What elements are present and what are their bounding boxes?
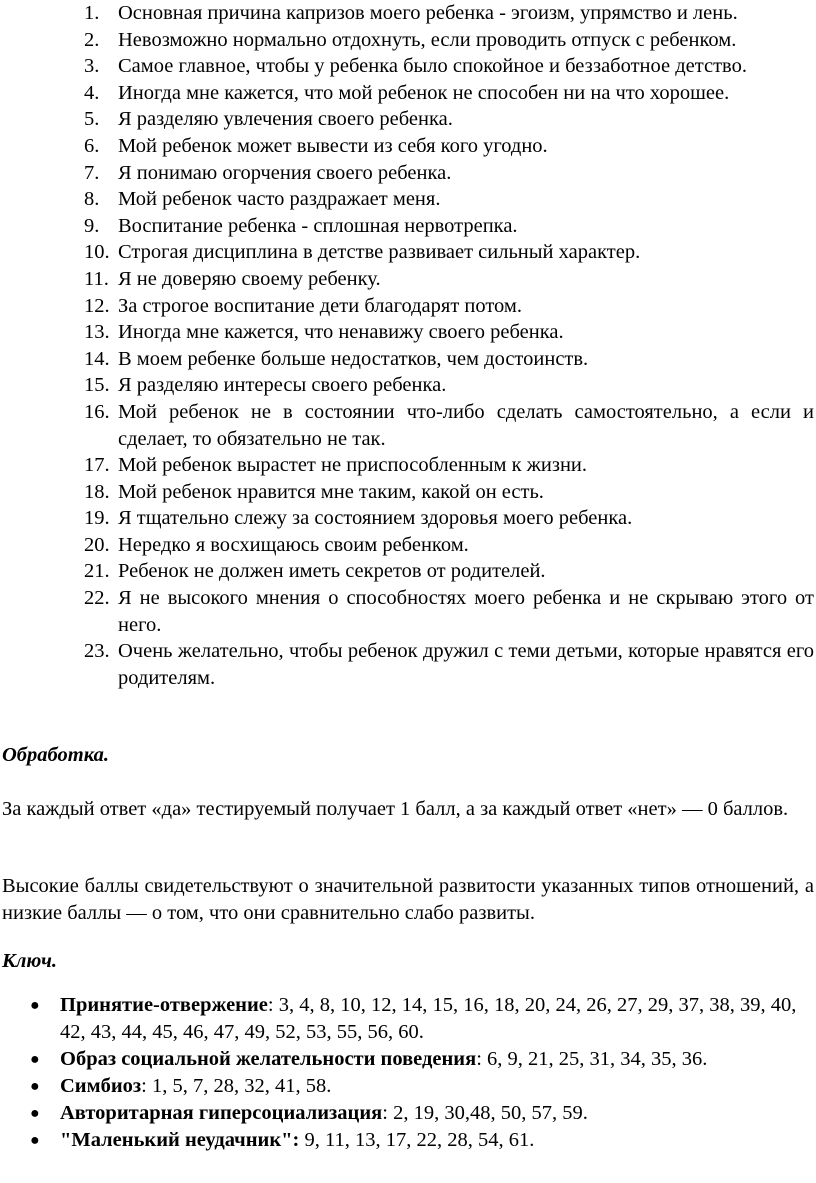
key-item <box>0 1073 816 1100</box>
list-item-text: Я тщательно слежу за состоянием здоровья моего ребенка. <box>118 507 633 530</box>
list-item <box>0 585 816 638</box>
bullet-icon: ● <box>30 1078 40 1095</box>
key-item-values: 9, 11, 13, 17, 22, 28, 54, 61. <box>299 1129 535 1151</box>
list-item <box>0 160 816 187</box>
key-list <box>0 992 816 1154</box>
key-item <box>0 1127 816 1154</box>
list-item-number: 7. <box>84 161 100 184</box>
bullet-icon: ● <box>30 1051 40 1068</box>
bullet-icon: ● <box>30 1132 40 1149</box>
list-item-number: 17. <box>84 454 110 477</box>
list-item-number: 9. <box>84 214 100 237</box>
list-item-text: Основная причина капризов моего ребенка - эгоизм, упрямство и лень. <box>118 2 738 24</box>
list-item <box>0 27 816 54</box>
list-item <box>0 505 816 532</box>
list-item-number: 2. <box>84 28 100 51</box>
list-item-text: В моем ребенке больше недостатков, чем достоинств. <box>118 347 589 370</box>
list-item-number: 10. <box>84 241 110 264</box>
key-item-values: 2, 19, 30,48, 50, 57, 59. <box>387 1102 588 1124</box>
list-item-text: За строгое воспитание дети благодарят потом. <box>118 294 523 317</box>
list-item-number: 11. <box>84 267 109 290</box>
list-item-number: 22. <box>84 587 110 610</box>
list-item <box>0 479 816 506</box>
list-item-number: 4. <box>84 81 100 104</box>
list-item <box>0 293 816 320</box>
key-item-label: Симбиоз <box>60 1075 142 1097</box>
list-item <box>0 532 816 559</box>
bullet-icon: ● <box>30 997 40 1014</box>
key-item-label: Принятие-отвержение <box>60 994 268 1016</box>
list-item-text: Мой ребенок может вывести из себя кого угодно. <box>118 134 548 157</box>
list-item-text: Очень желательно, чтобы ребенок дружил с теми детьми, которые нравятся его родителям. <box>118 640 814 689</box>
key-item-values: 3, 4, 8, 10, 12, 14, 15, 16, 18, 20, 24, 26, 27, 29, 37, 38, 39, 40, 42, 43, 44, 45, 46, 47, 49, 52, 53, 55, 56, 60. <box>60 994 797 1043</box>
list-item-number: 21. <box>84 560 110 583</box>
list-item-number: 19. <box>84 507 110 530</box>
list-item-text: Самое главное, чтобы у ребенка было спокойное и беззаботное детство. <box>118 55 747 78</box>
list-item <box>0 558 816 585</box>
list-item-number: 15. <box>84 374 110 397</box>
list-item <box>0 638 816 691</box>
list-item <box>0 80 816 107</box>
key-item-label: "Маленький неудачник": <box>60 1129 300 1151</box>
processing-paragraph-interpretation: Высокие баллы свидетельствуют о значительной развитости указанных типов отношений, а низкие баллы — о том, что они сравнительно слабо развиты. <box>2 875 814 924</box>
list-item <box>0 239 816 266</box>
list-item-number: 5. <box>84 108 100 131</box>
list-item <box>0 319 816 346</box>
list-item <box>0 266 816 293</box>
list-item-number: 6. <box>84 134 100 157</box>
list-item-text: Нередко я восхищаюсь своим ребенком. <box>118 533 469 556</box>
list-item-text: Ребенок не должен иметь секретов от родителей. <box>118 560 546 583</box>
list-item-number: 23. <box>84 640 110 663</box>
list-item-number: 18. <box>84 480 110 503</box>
list-item-text: Иногда мне кажется, что мой ребенок не способен ни на что хорошее. <box>118 81 730 104</box>
list-item <box>0 346 816 373</box>
list-item-text: Мой ребенок вырастет не приспособленным к жизни. <box>118 454 588 477</box>
list-item-text: Я разделяю увлечения своего ребенка. <box>118 108 453 131</box>
list-item-text: Я понимаю огорчения своего ребенка. <box>118 161 452 184</box>
list-item <box>0 186 816 213</box>
list-item-number: 13. <box>84 321 110 344</box>
key-item-separator: : <box>141 1075 147 1097</box>
list-item <box>0 133 816 160</box>
key-heading: Ключ. <box>2 950 58 972</box>
key-item-label: Образ социальной желательности поведения <box>60 1048 477 1070</box>
list-item <box>0 452 816 479</box>
processing-paragraph-scoring: За каждый ответ «да» тестируемый получает 1 балл, а за каждый ответ «нет» — 0 баллов. <box>2 798 789 820</box>
bullet-icon: ● <box>30 1105 40 1122</box>
list-item-number: 16. <box>84 400 110 423</box>
list-item-text: Строгая дисциплина в детстве развивает сильный характер. <box>118 241 641 264</box>
list-item <box>0 213 816 240</box>
list-item-number: 14. <box>84 347 110 370</box>
list-item-number: 20. <box>84 533 110 556</box>
list-item-text: Иногда мне кажется, что ненавижу своего ребенка. <box>118 321 564 344</box>
key-item <box>0 1046 816 1073</box>
key-item-label: Авторитарная гиперсоциализация <box>60 1102 383 1124</box>
list-item-number: 3. <box>84 55 100 78</box>
key-item <box>0 992 816 1046</box>
list-item-number: 1. <box>84 2 100 24</box>
list-item-text: Мой ребенок часто раздражает меня. <box>118 188 441 211</box>
list-item-text: Мой ребенок не в состоянии что-либо сделать самостоятельно, а если и сделает, то обязательно не так. <box>118 400 814 450</box>
list-item <box>0 372 816 399</box>
list-item-text: Я разделяю интересы своего ребенка. <box>118 374 447 397</box>
key-item <box>0 1100 816 1127</box>
list-item-text: Невозможно нормально отдохнуть, если проводить отпуск с ребенком. <box>118 28 737 51</box>
list-item-number: 12. <box>84 294 110 317</box>
list-item-text: Мой ребенок нравится мне таким, какой он есть. <box>118 480 544 503</box>
list-item-text: Воспитание ребенка - сплошная нервотрепка. <box>118 214 518 237</box>
list-item-number: 8. <box>84 188 100 211</box>
key-item-separator: : <box>476 1048 482 1070</box>
key-item-values: 6, 9, 21, 25, 31, 34, 35, 36. <box>481 1048 708 1070</box>
list-item <box>0 106 816 133</box>
key-item-separator: : <box>267 994 274 1016</box>
list-item <box>0 53 816 80</box>
key-item-separator: : <box>382 1102 388 1124</box>
list-item-text: Я не высокого мнения о способностях моего ребенка и не скрываю этого от него. <box>118 587 814 636</box>
key-item-values: 1, 5, 7, 28, 32, 41, 58. <box>146 1075 332 1097</box>
processing-heading: Обработка. <box>2 744 109 766</box>
list-item-text: Я не доверяю своему ребенку. <box>118 267 381 290</box>
list-item <box>0 0 816 27</box>
list-item <box>0 399 816 452</box>
